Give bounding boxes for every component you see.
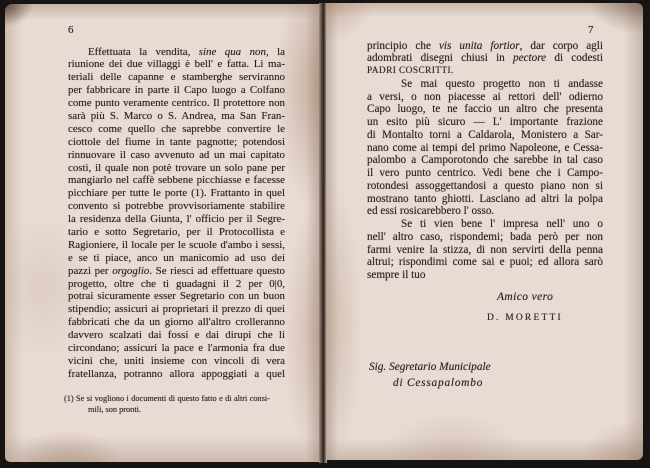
text-line: Se ti vien bene l' impresa nell' uno o bbox=[401, 218, 603, 231]
left-page bbox=[5, 4, 320, 462]
text-line: e se ti piace, anco un manicomio ad uso dei bbox=[68, 251, 285, 264]
text-line: Ragioniere, il locale per le scuole d'ambo i sessi, bbox=[68, 238, 285, 251]
text-line: la residenza della Giunta, l' officio per il Segre- bbox=[68, 213, 285, 226]
text-span: , dar corpo agli bbox=[519, 39, 603, 52]
text-line: per fabbricare in parte il Capo luogo a Colfano bbox=[68, 84, 285, 97]
text-line: picchiare per tutte le porte (1). Frattanto in quel bbox=[68, 187, 285, 200]
text-line bbox=[367, 52, 603, 65]
text-line: stipendio; assicuri ai proprietari il prezzo di quei bbox=[68, 303, 285, 316]
footnote-line: mili, son pronti. bbox=[88, 404, 142, 414]
closing-salutation: Amico vero bbox=[497, 290, 554, 303]
text-span: , la bbox=[265, 45, 285, 58]
text-line: rotondesi assoggettandosi a questo piano non si bbox=[367, 179, 603, 192]
text-line: ed essi rosicarebbero l' osso. bbox=[367, 205, 495, 218]
text-line: di Montalto torni a Caldarola, Monistero a Sar- bbox=[367, 128, 603, 141]
text-line: teriali delle capanne e stamberghe serviranno bbox=[68, 71, 285, 84]
text-line: il vero punto centrico. Vedi bene che i Campo- bbox=[367, 167, 603, 180]
text-line: davvero scalzati dai fossi e dai dirupi che li bbox=[68, 329, 285, 342]
text-line bbox=[68, 46, 285, 59]
text-line: costì, il quale non potè trovare un solo pane per bbox=[68, 161, 285, 174]
text-line: circondano; assicuri la pace e l'armonia fra due bbox=[68, 341, 285, 354]
addressee-line: Sig. Segretario Municipale bbox=[369, 360, 491, 373]
text-line: farmi venire la stizza, di non servirti della penna bbox=[367, 243, 603, 256]
text-line: Capo luogo, te ne faccio un altro che presenta bbox=[367, 103, 603, 116]
text-span: adombrati disegni chiusi in bbox=[367, 52, 513, 65]
text-span: Effettuata la vendita, bbox=[88, 45, 199, 58]
text-line: un esito più sicuro — L' importante frazione bbox=[367, 116, 603, 129]
italic-text: orgoglio bbox=[112, 264, 150, 277]
footnote bbox=[64, 394, 270, 415]
text-line: tario e sotto Segretario, per il Protocollista e bbox=[68, 225, 285, 238]
text-line: convento si potrebbe provvisoriamente stabilire bbox=[68, 200, 285, 213]
text-line: riunione dei due villaggi è bell' e fatta. Li ma- bbox=[68, 58, 285, 71]
text-line: a versi, o non piacesse ai rettori dell' odierno bbox=[367, 90, 603, 103]
text-span: principio che bbox=[367, 39, 439, 52]
right-page bbox=[326, 3, 643, 460]
text-line: Se mai questo progetto non ti andasse bbox=[401, 77, 603, 90]
text-line: ciottole del fiume in tante pagnotte; potendosi bbox=[68, 135, 285, 148]
text-line: cesco come quello che saprebbe convertire le bbox=[68, 122, 285, 135]
text-line: nell' altro caso, rispondemi; bada però per non bbox=[367, 230, 603, 243]
text-line: fabbricati che da un giorno all'altro crolleranno bbox=[68, 316, 285, 329]
body-text bbox=[68, 46, 285, 381]
footnote-line: (1) Se si vogliono i documenti di questo fatto e di altri consi- bbox=[64, 394, 270, 403]
text-line: nano come ai tempi del primo Napoleone, e Cessa- bbox=[367, 141, 603, 154]
text-line: PADRI COSCRITTI. bbox=[367, 66, 454, 77]
text-line: vicini che, uniti insieme con vincoli di vera bbox=[68, 354, 285, 367]
italic-text: sine qua non bbox=[198, 45, 266, 58]
text-span: di codesti bbox=[546, 52, 603, 65]
text-line: sempre il tuo bbox=[367, 269, 426, 282]
text-line: mostrano tanto ghiotti. Lasciano ad altri la polpa bbox=[367, 192, 603, 205]
page-number: 6 bbox=[68, 24, 74, 36]
text-line bbox=[68, 265, 285, 278]
signature: D. MORETTI bbox=[487, 312, 563, 323]
italic-text: pectore bbox=[513, 52, 547, 65]
text-line: fratellanza, potranno allora appoggiati a quel bbox=[68, 367, 285, 380]
page-number: 7 bbox=[588, 24, 594, 36]
text-line: come punto veramente centrico. Il protettore non bbox=[68, 97, 285, 110]
text-line: mangiarlo nel caffè sebbene picchiasse e facesse bbox=[68, 174, 285, 187]
text-span: pazzi per bbox=[68, 264, 113, 277]
text-line: altrui; rispondimi come sai e puoi; ed allora sarò bbox=[367, 256, 603, 269]
addressee-line: di Cessapalombo bbox=[393, 376, 484, 389]
text-line: progetto, oltre che ti guadagni il 2 per 0|0, bbox=[68, 277, 285, 290]
text-line: palombo a Camporotondo che sarebbe in tal caso bbox=[367, 154, 603, 167]
text-line bbox=[367, 40, 603, 53]
body-text bbox=[367, 40, 603, 282]
text-span: . Se riesci ad effettuare questo bbox=[149, 264, 285, 277]
text-line: potrai sicuramente esser Segretario con un buon bbox=[68, 290, 285, 303]
italic-text: vis unita fortior bbox=[438, 39, 520, 52]
text-line: rinnuovare il caso avvenuto ad un mai capitato bbox=[68, 148, 285, 161]
text-line: sarà più S. Marco o S. Andrea, ma San Fran- bbox=[68, 109, 285, 122]
